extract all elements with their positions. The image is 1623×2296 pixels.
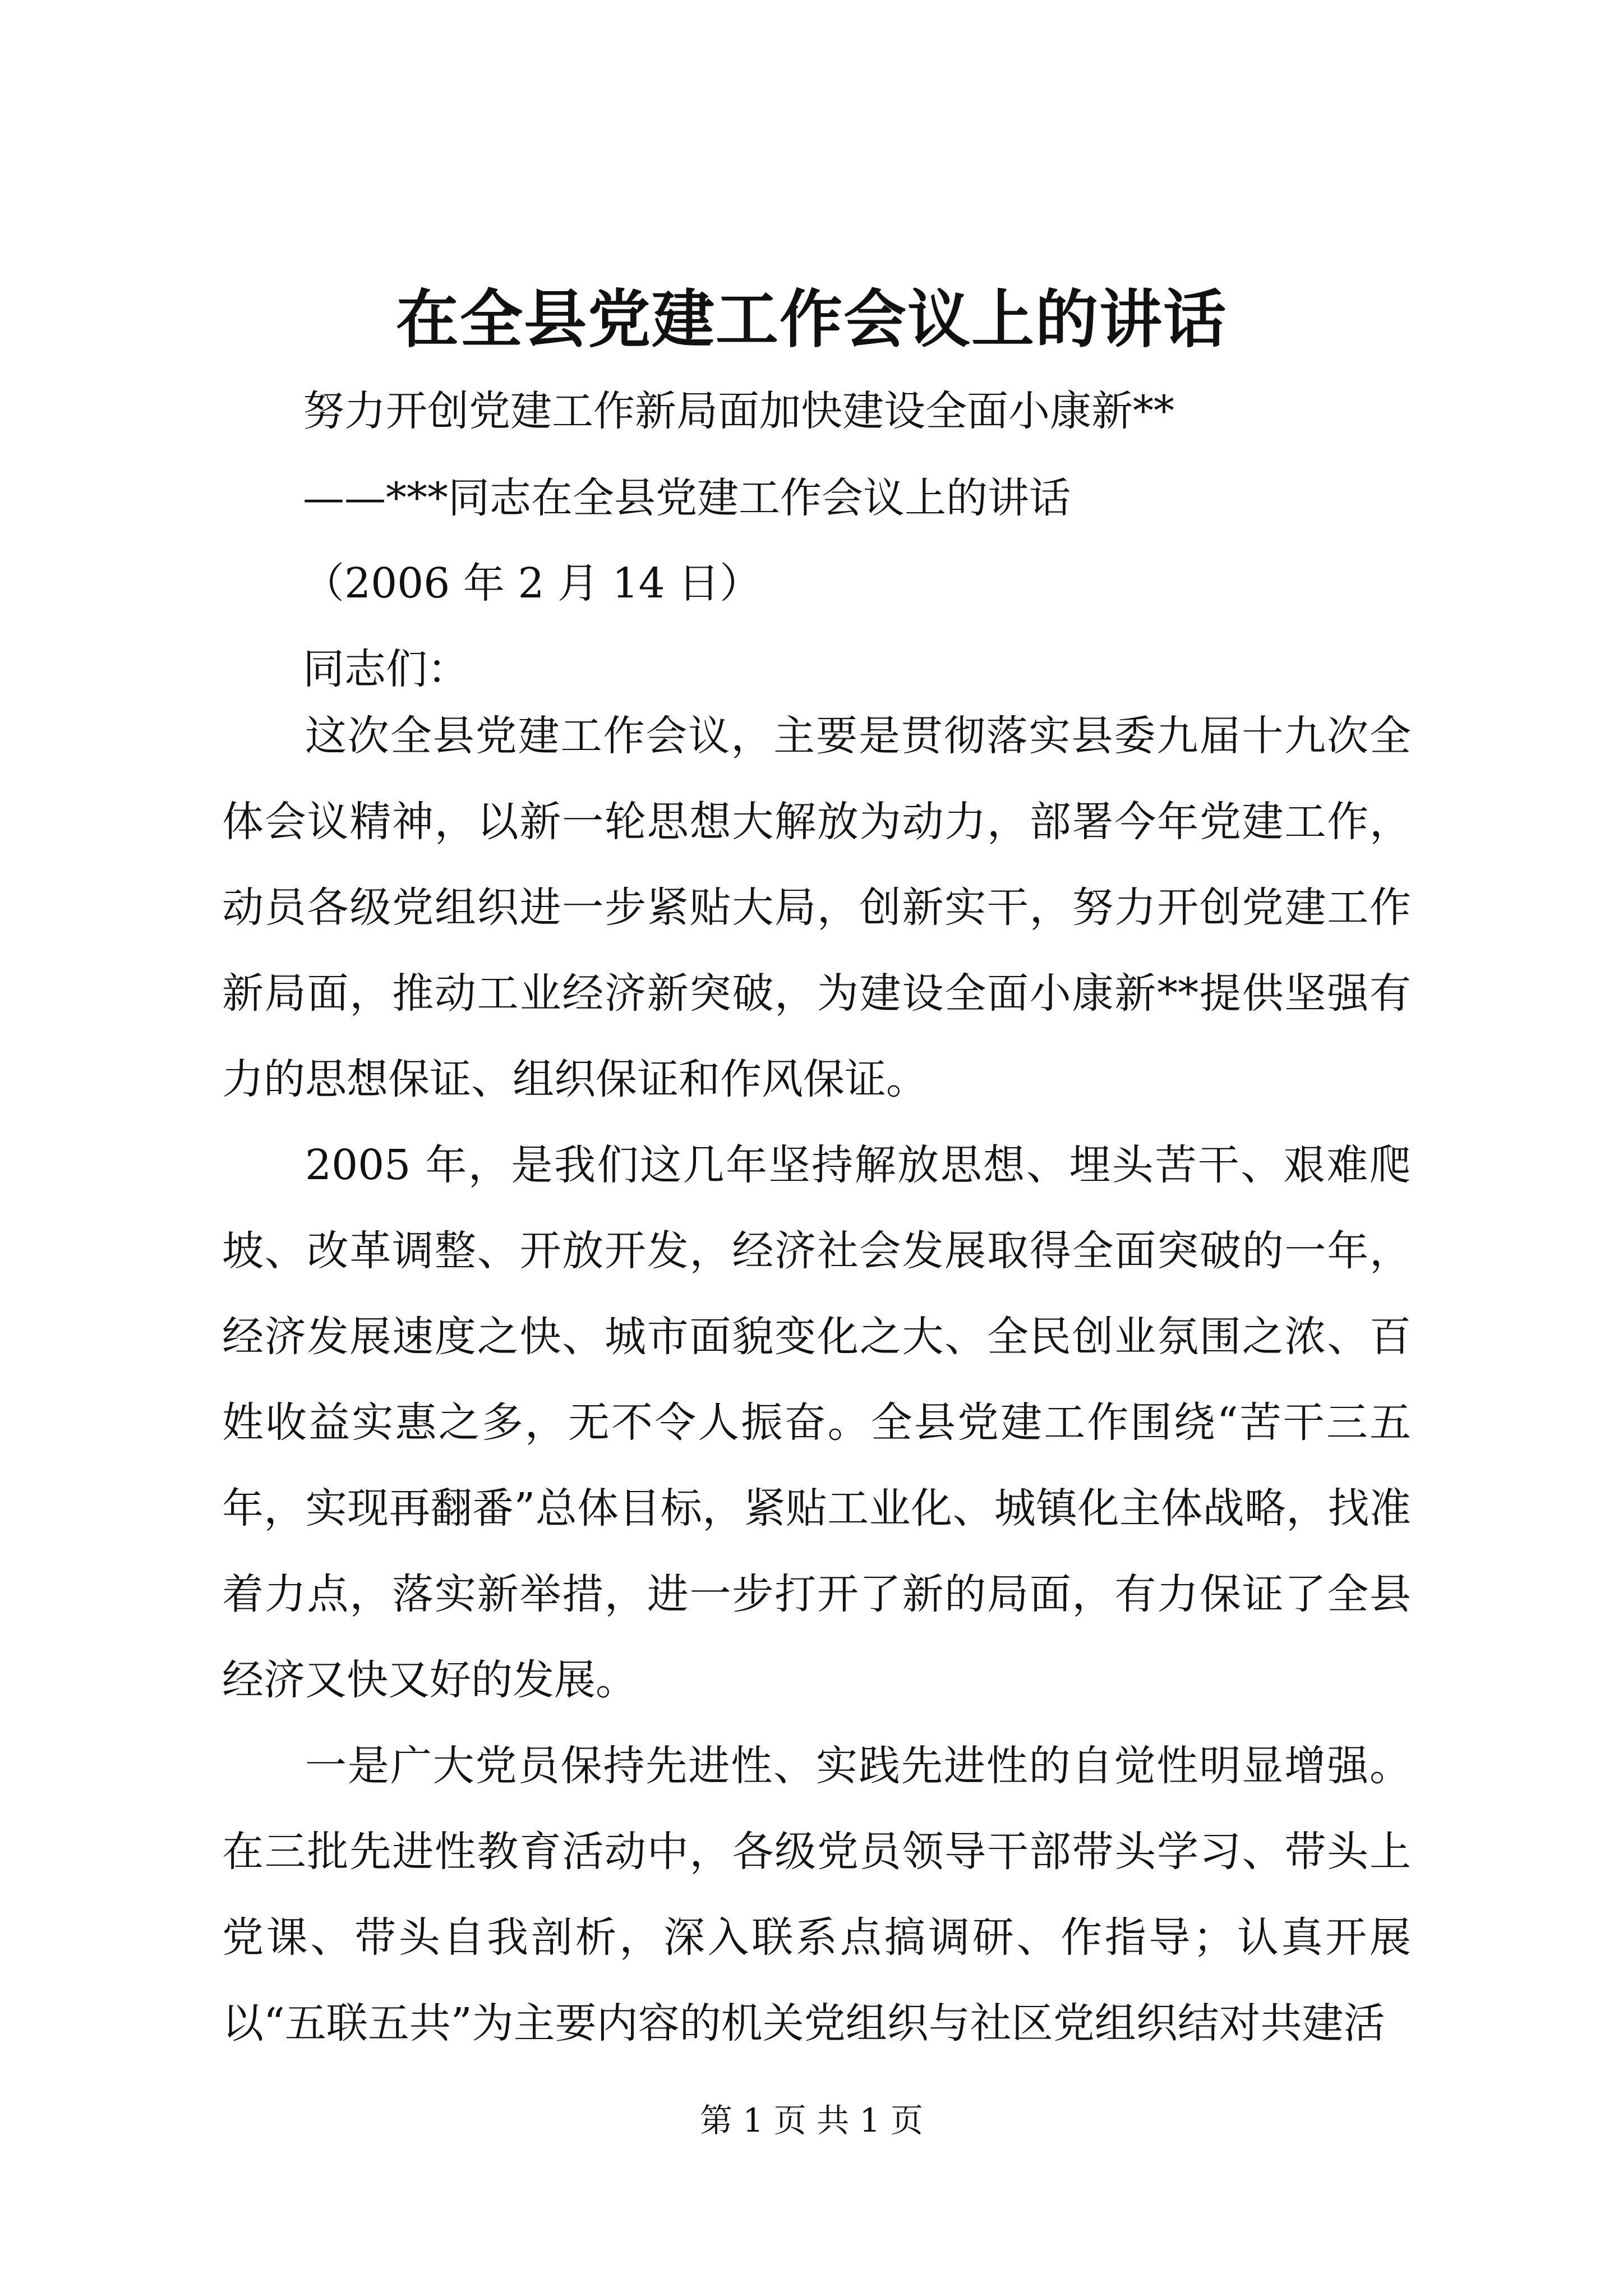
paragraph-1: 这次全县党建工作会议，主要是贯彻落实县委九届十九次全体会议精神，以新一轮思想大解放为动力，部署今年党建工作，动员各级党组织进一步紧贴大局，创新实干，努力开创党建工作新局面，推动工业经济新突破，为建设全面小康新**提供坚强有力的思想保证、组织保证和作风保证。 (222, 712, 1411, 1103)
salutation: 同志们： (303, 645, 469, 693)
page-number: 第 1 页 共 1 页 (700, 2101, 923, 2139)
date-line: （2006 年 2 月 14 日） (303, 559, 762, 608)
document-body (222, 693, 1411, 2067)
paragraph-3: 一是广大党员保持先进性、实践先进性的自觉性明显增强。在三批先进性教育活动中，各级党员领导干部带头学习、带头上党课、带头自我剖析，深入联系点搞调研、作指导；认真开展以“五联五共”为主要内容的机关党组织与社区党组织结对共建活 (222, 1742, 1411, 2047)
speaker-line: ——***同志在全县党建工作会议上的讲话 (303, 474, 1071, 522)
document-title: 在全县党建工作会议上的讲话 (396, 283, 1227, 356)
document-subtitle: 努力开创党建工作新局面加快建设全面小康新** (303, 387, 1174, 435)
paragraph-2: 2005 年，是我们这几年坚持解放思想、埋头苦干、艰难爬坡、改革调整、开放开发，经济社会发展取得全面突破的一年，经济发展速度之快、城市面貌变化之大、全民创业氛围之浓、百姓收益实惠之多，无不令人振奋。全县党建工作围绕“苦干三五年，实现再翻番”总体目标，紧贴工业化、城镇化主体战略，找准着力点，落实新举措，进一步打开了新的局面，有力保证了全县经济又快又好的发展。 (222, 1141, 1411, 1704)
